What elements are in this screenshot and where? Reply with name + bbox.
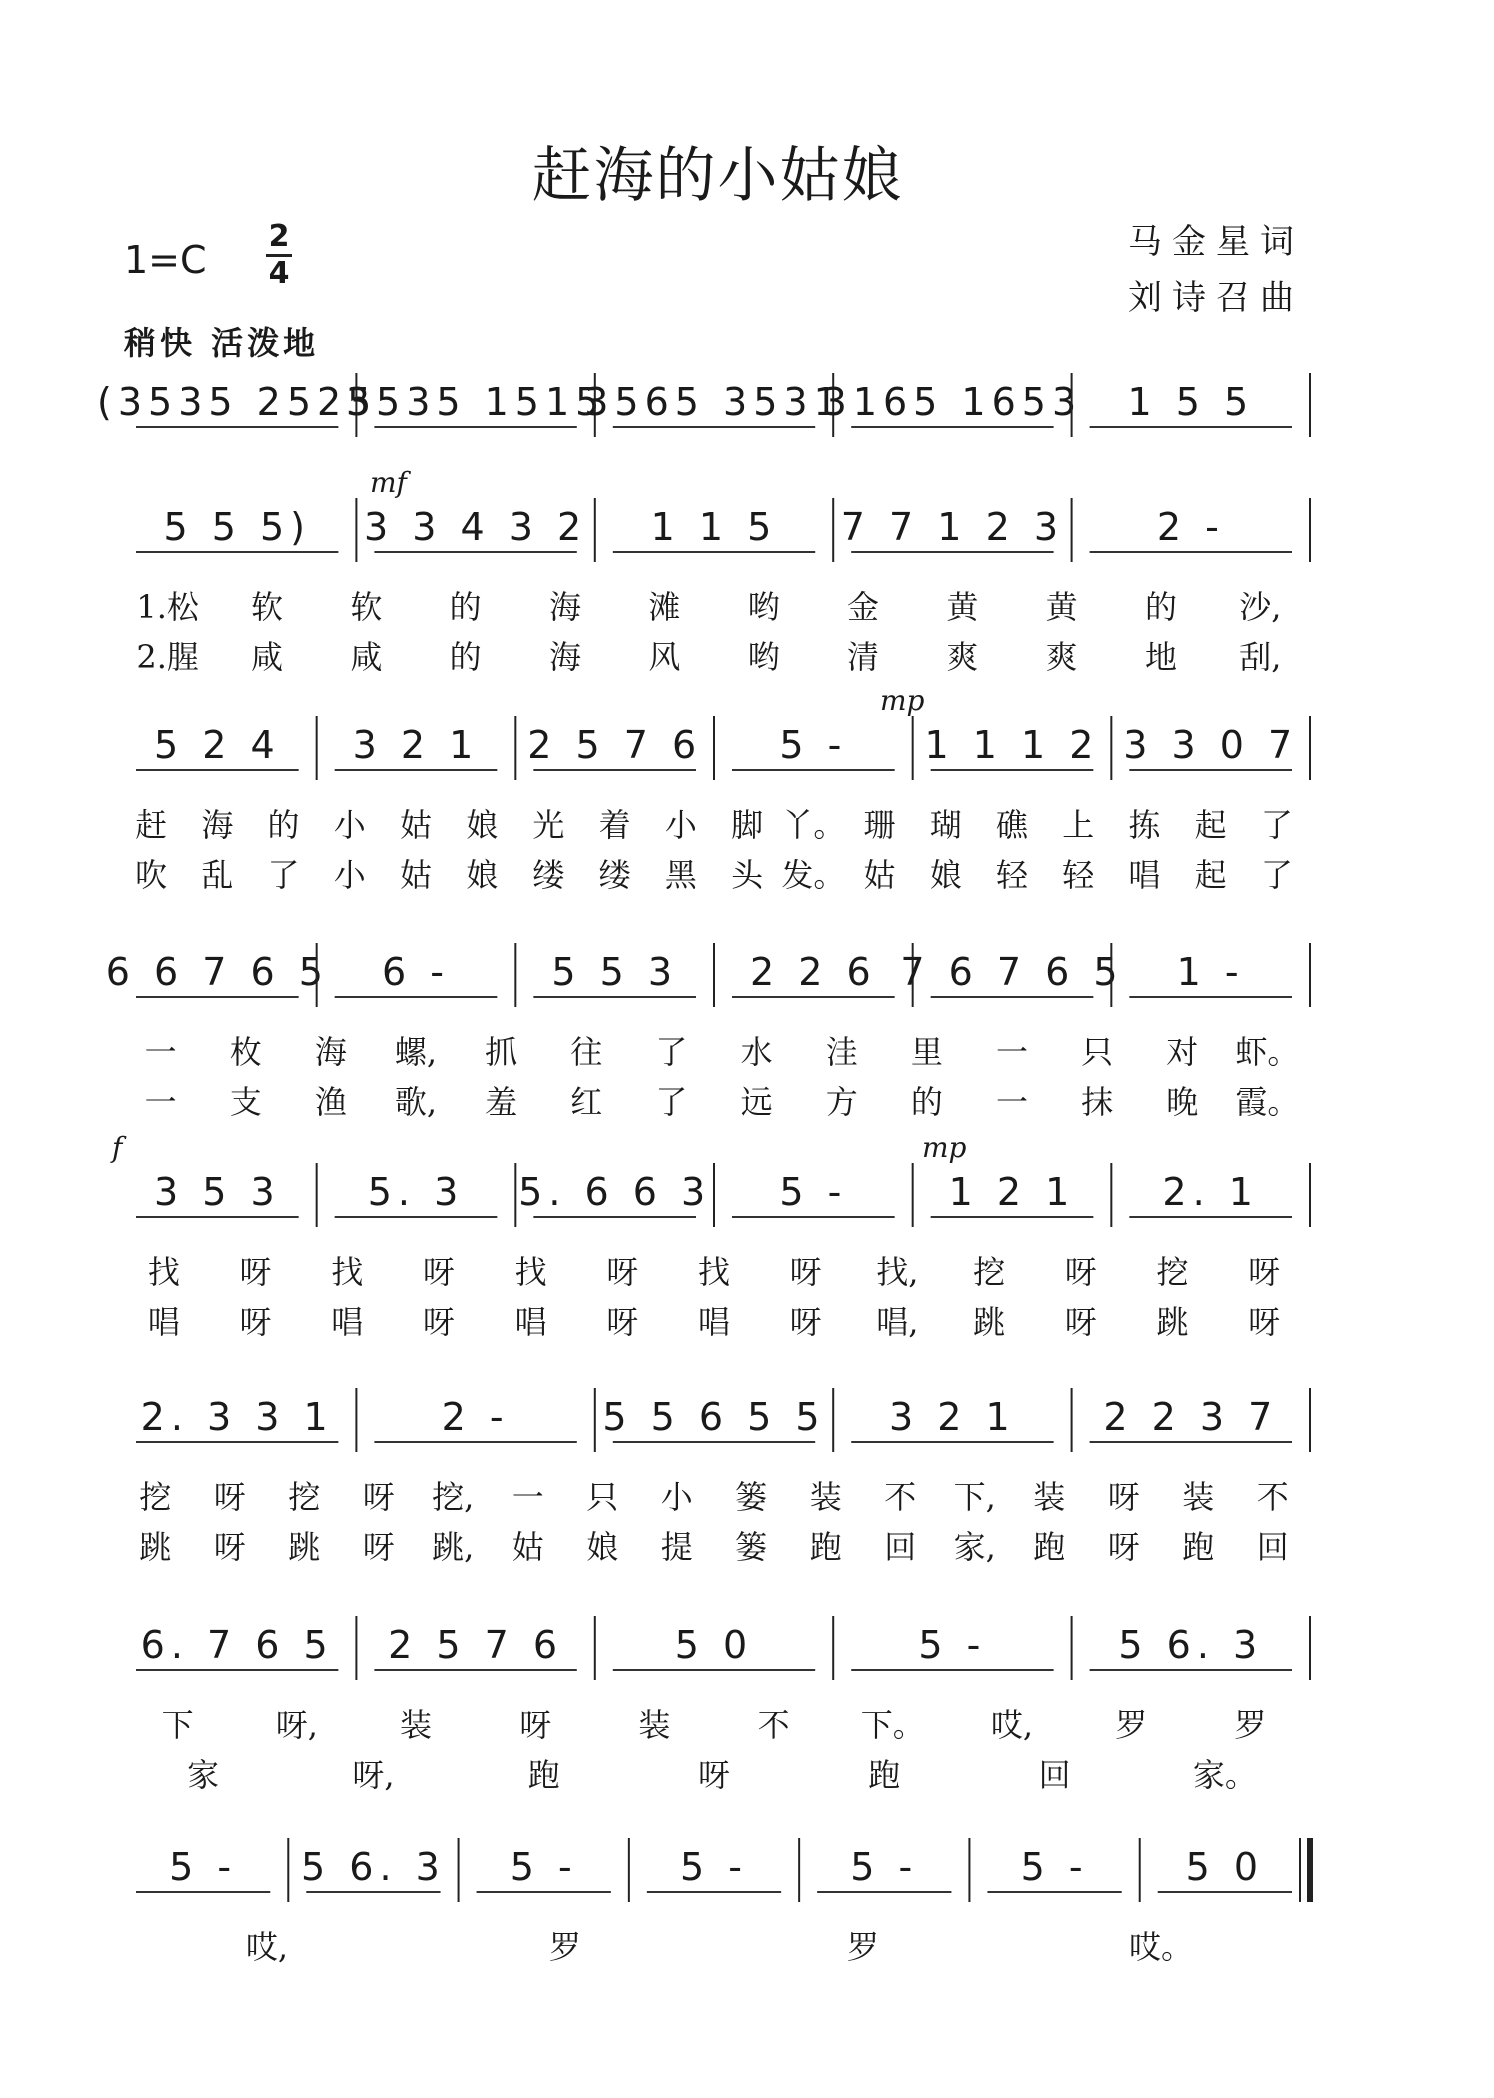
lyric-syllable: 小 <box>664 806 697 844</box>
lyric-syllable: 跳, <box>432 1528 475 1566</box>
measure-notes: 2. 3 3 1 <box>140 1395 334 1439</box>
lyric-syllable: 装 <box>399 1706 433 1744</box>
lyric-syllable: 丫。 <box>781 806 846 844</box>
measure-notes: 3 5 3 <box>153 1170 281 1214</box>
lyric-syllable: 了 <box>1260 806 1293 844</box>
measure-notes: 5 0 <box>1185 1845 1265 1889</box>
lyric-syllable: 娘 <box>466 856 499 894</box>
lyric-syllable: 呀 <box>606 1303 639 1341</box>
dynamic-marking: mp <box>880 684 925 717</box>
lyric-syllable: 呀 <box>789 1253 822 1291</box>
lyric-syllable: 珊 <box>863 806 896 844</box>
lyric-syllable: 黄 <box>1045 588 1078 626</box>
lyric-syllable: 呀 <box>789 1303 822 1341</box>
lyric-syllable: 唱, <box>876 1303 919 1341</box>
measure-notes: 5 6. 3 <box>301 1845 446 1889</box>
lyric-syllable: 回 <box>884 1528 917 1566</box>
lyric-syllable: 一 <box>144 1033 177 1071</box>
measure-notes: 2 5 7 6 <box>527 723 703 767</box>
lyric-syllable: 沙, <box>1239 588 1282 626</box>
lyric-syllable: 霞。 <box>1235 1083 1300 1121</box>
lyric-syllable: 呀, <box>275 1706 318 1744</box>
lyric-syllable: 罗 <box>846 1928 880 1966</box>
lyric-syllable: 提 <box>660 1528 693 1566</box>
lyric-syllable: 软 <box>350 588 383 626</box>
lyric-syllable: 礁 <box>995 806 1029 844</box>
measure-notes: 1 2 1 <box>948 1170 1076 1214</box>
lyric-syllable: 脚 <box>731 806 764 844</box>
lyric-syllable: 篓 <box>735 1478 768 1516</box>
lyric-syllable: 唱 <box>514 1303 547 1341</box>
lyric-syllable: 不 <box>757 1706 790 1744</box>
lyric-syllable: 一 <box>511 1478 544 1516</box>
measure-notes: 5 - <box>509 1845 578 1889</box>
measure-notes: 2. 1 <box>1162 1170 1259 1214</box>
time-denominator: 4 <box>268 256 290 291</box>
lyric-syllable: 只 <box>1081 1033 1114 1071</box>
lyric-syllable: 哟 <box>747 588 780 626</box>
measure-notes: 2 5 7 6 <box>388 1623 564 1667</box>
measure-notes: 1 1 5 <box>650 505 778 549</box>
lyric-syllable: 地 <box>1144 638 1178 676</box>
lyric-syllable: 跑 <box>1182 1528 1215 1566</box>
lyric-syllable: 不 <box>1256 1478 1289 1516</box>
lyric-syllable: 清 <box>846 638 880 676</box>
lyric-syllable: 呀 <box>519 1706 552 1744</box>
measure-notes: 5. 6 6 3 <box>518 1170 712 1214</box>
lyric-syllable: 光 <box>532 806 565 844</box>
lyric-syllable: 抹 <box>1081 1083 1114 1121</box>
measure-notes: 3 2 1 <box>889 1395 1016 1439</box>
lyric-syllable: 风 <box>648 638 681 676</box>
lyric-syllable: 呀 <box>239 1253 272 1291</box>
lyric-syllable: 对 <box>1166 1033 1199 1071</box>
lyric-syllable: 头 <box>731 856 764 894</box>
lyric-syllable: 装 <box>1033 1478 1066 1516</box>
measure-notes: 7 7 1 2 3 <box>840 505 1065 549</box>
measure-notes: 5 6. 3 <box>1118 1623 1264 1667</box>
lyric-syllable: 滩 <box>648 588 681 626</box>
lyric-syllable: 唱 <box>331 1303 364 1341</box>
lyric-syllable: 跳 <box>973 1303 1006 1341</box>
lyric-syllable: 姑 <box>399 856 433 894</box>
dynamic-marking: f <box>112 1131 123 1164</box>
lyric-syllable: 装 <box>809 1478 842 1516</box>
lyric-syllable: 的 <box>910 1083 943 1121</box>
measure-notes: 1 1 1 2 <box>924 723 1100 767</box>
lyric-syllable: 呀 <box>697 1756 731 1794</box>
measure-notes: 3 3 4 3 2 <box>363 505 588 549</box>
lyric-syllable: 了 <box>267 856 300 894</box>
lyric-syllable: 哎, <box>990 1706 1034 1744</box>
lyric-syllable: 挖 <box>139 1478 172 1516</box>
lyric-syllable: 下 <box>161 1706 194 1744</box>
lyric-syllable: 黑 <box>664 856 697 894</box>
lyric-syllable: 跑 <box>809 1528 842 1566</box>
lyric-syllable: 挖 <box>1156 1253 1189 1291</box>
lyric-syllable: 海 <box>314 1033 347 1071</box>
lyric-syllable: 呀 <box>422 1253 455 1291</box>
lyric-syllable: 1.松 <box>136 588 199 626</box>
lyric-syllable: 水 <box>740 1033 773 1071</box>
measure-notes: 5 0 <box>674 1623 754 1667</box>
lyric-syllable: 呀 <box>362 1528 395 1566</box>
measure-notes: 2 - <box>1156 505 1225 549</box>
lyric-syllable: 挖 <box>288 1478 321 1516</box>
lyric-syllable: 回 <box>1256 1528 1289 1566</box>
lyric-syllable: 找 <box>147 1253 180 1291</box>
lyric-syllable: 跳 <box>139 1528 172 1566</box>
lyric-syllable: 不 <box>884 1478 917 1516</box>
measure-notes: 5 - <box>779 723 848 767</box>
lyric-syllable: 跳 <box>288 1528 321 1566</box>
lyric-syllable: 一 <box>144 1083 177 1121</box>
measure-notes: 2 2 6 <box>749 950 877 994</box>
lyric-syllable: 着 <box>598 806 631 844</box>
lyric-syllable: 装 <box>638 1706 671 1744</box>
lyric-syllable: 咸 <box>350 638 383 676</box>
lyric-syllable: 缕 <box>598 856 631 894</box>
lyric-syllable: 洼 <box>825 1033 858 1071</box>
lyric-syllable: 往 <box>570 1033 603 1071</box>
lyric-syllable: 唱 <box>697 1303 731 1341</box>
lyric-syllable: 爽 <box>946 638 979 676</box>
lyric-syllable: 呀 <box>1107 1528 1140 1566</box>
lyric-syllable: 拣 <box>1128 806 1161 844</box>
lyric-syllable: 小 <box>333 806 366 844</box>
lyric-syllable: 起 <box>1194 856 1227 894</box>
lyric-syllable: 的 <box>449 638 482 676</box>
lyric-syllable: 咸 <box>250 638 284 676</box>
lyric-syllable: 跑 <box>868 1756 901 1794</box>
measure-notes: 5 - <box>779 1170 848 1214</box>
measure-notes: 6 - <box>382 950 450 994</box>
lyric-syllable: 上 <box>1062 806 1095 844</box>
lyric-syllable: 呀 <box>606 1253 639 1291</box>
song-title: 赶海的小姑娘 <box>531 141 904 211</box>
dynamic-marking: mp <box>922 1131 967 1164</box>
key-signature: 1=C <box>124 238 207 282</box>
lyric-syllable: 小 <box>333 856 366 894</box>
lyric-syllable: 找 <box>331 1253 364 1291</box>
lyric-syllable: 罗 <box>1115 1706 1148 1744</box>
measure-notes: 5 - <box>680 1845 748 1889</box>
lyric-syllable: 找, <box>876 1253 919 1291</box>
lyric-syllable: 呀 <box>362 1478 395 1516</box>
lyric-syllable: 轻 <box>1062 856 1095 894</box>
lyric-syllable: 呀 <box>1064 1253 1097 1291</box>
lyric-syllable: 小 <box>660 1478 693 1516</box>
lyric-syllable: 下。 <box>860 1706 925 1744</box>
lyric-syllable: 唱 <box>147 1303 180 1341</box>
lyric-syllable: 娘 <box>929 856 962 894</box>
lyric-syllable: 赶 <box>135 806 168 844</box>
measure-notes: 3565 3531 <box>584 380 844 424</box>
lyric-syllable: 装 <box>1182 1478 1215 1516</box>
lyric-syllable: 里 <box>910 1033 943 1071</box>
lyric-syllable: 唱 <box>1128 856 1161 894</box>
measure-notes: 5 - <box>918 1623 987 1667</box>
lyric-syllable: 瑚 <box>929 806 962 844</box>
lyric-syllable: 姑 <box>863 856 896 894</box>
lyric-syllable: 跑 <box>527 1756 560 1794</box>
lyric-syllable: 2.腥 <box>136 638 199 676</box>
lyric-syllable: 呀 <box>1107 1478 1140 1516</box>
lyric-syllable: 吹 <box>135 856 168 894</box>
lyric-syllable: 呀 <box>239 1303 272 1341</box>
measure-notes: 2 - <box>441 1395 510 1439</box>
lyric-syllable: 虾。 <box>1235 1033 1300 1071</box>
lyric-syllable: 呀 <box>1248 1303 1281 1341</box>
lyric-syllable: 呀 <box>213 1478 246 1516</box>
lyric-syllable: 娘 <box>586 1528 619 1566</box>
lyric-syllable: 挖, <box>432 1478 475 1516</box>
lyric-syllable: 金 <box>846 588 880 626</box>
measure-notes: 6. 7 6 5 <box>140 1623 334 1667</box>
dynamic-marking: mf <box>370 466 407 499</box>
tempo-marking: 稍快 活泼地 <box>124 324 320 362</box>
lyric-syllable: 呀 <box>422 1303 455 1341</box>
lyric-syllable: 篓 <box>735 1528 768 1566</box>
lyric-syllable: 了 <box>1260 856 1293 894</box>
lyric-syllable: 一 <box>995 1083 1029 1121</box>
lyric-syllable: 呀 <box>1064 1303 1097 1341</box>
composer-credit: 刘诗召曲 <box>1128 278 1304 318</box>
measure-notes: 5 5 6 5 5 <box>602 1395 826 1439</box>
measure-notes: 5 - <box>169 1845 238 1889</box>
lyric-syllable: 红 <box>570 1083 603 1121</box>
lyric-syllable: 家 <box>187 1756 220 1794</box>
lyric-syllable: 了 <box>655 1083 688 1121</box>
measure-notes: 3 2 1 <box>352 723 480 767</box>
lyric-syllable: 晚 <box>1166 1083 1199 1121</box>
lyric-syllable: 方 <box>825 1083 858 1121</box>
lyric-syllable: 回 <box>1038 1756 1071 1794</box>
lyric-syllable: 渔 <box>314 1083 347 1121</box>
lyric-syllable: 哎, <box>245 1928 289 1966</box>
lyric-syllable: 的 <box>1144 588 1178 626</box>
lyric-syllable: 的 <box>267 806 300 844</box>
lyric-syllable: 呀 <box>1248 1253 1281 1291</box>
time-numerator: 2 <box>268 219 290 254</box>
lyric-syllable: 姑 <box>511 1528 544 1566</box>
lyric-syllable: 螺, <box>394 1033 438 1071</box>
lyric-syllable: 罗 <box>548 1928 582 1966</box>
lyric-syllable: 了 <box>655 1033 688 1071</box>
lyric-syllable: 跳 <box>1156 1303 1189 1341</box>
measure-notes: 1 - <box>1176 950 1245 994</box>
measure-notes: 5 5 3 <box>551 950 679 994</box>
lyric-syllable: 海 <box>201 806 234 844</box>
lyric-syllable: 找 <box>697 1253 731 1291</box>
lyric-syllable: 发。 <box>781 856 846 894</box>
lyricist-credit: 马金星词 <box>1128 222 1304 262</box>
measure-notes: 3535 1515 <box>345 380 606 424</box>
measure-notes: 1 5 5 <box>1127 380 1255 424</box>
measure-notes: 5 2 4 <box>153 723 281 767</box>
lyric-syllable: 缕 <box>532 856 565 894</box>
measure-notes: 7 6 7 6 5 <box>900 950 1124 994</box>
measure-notes: 3 3 0 7 <box>1123 723 1299 767</box>
measure-notes: 5 - <box>1020 1845 1089 1889</box>
lyric-syllable: 支 <box>229 1083 262 1121</box>
lyric-syllable: 找 <box>514 1253 547 1291</box>
lyric-syllable: 家。 <box>1192 1756 1257 1794</box>
lyric-syllable: 远 <box>740 1083 773 1121</box>
lyric-syllable: 乱 <box>201 856 234 894</box>
lyric-syllable: 只 <box>586 1478 619 1516</box>
measure-notes: 3165 1653 <box>822 380 1083 424</box>
measure-notes: 5 - <box>850 1845 919 1889</box>
lyric-syllable: 罗 <box>1234 1706 1267 1744</box>
lyric-syllable: 轻 <box>995 856 1029 894</box>
measure-notes: 6 6 7 6 5 <box>105 950 329 994</box>
lyric-syllable: 呀, <box>352 1756 395 1794</box>
lyric-syllable: 黄 <box>946 588 979 626</box>
lyric-syllable: 娘 <box>466 806 499 844</box>
lyric-syllable: 海 <box>548 638 582 676</box>
lyric-syllable: 哎。 <box>1128 1928 1194 1966</box>
lyric-syllable: 起 <box>1194 806 1227 844</box>
lyric-syllable: 家, <box>953 1528 996 1566</box>
lyric-syllable: 的 <box>449 588 482 626</box>
lyric-syllable: 歌, <box>394 1083 438 1121</box>
lyric-syllable: 下, <box>953 1478 996 1516</box>
lyric-syllable: 爽 <box>1045 638 1078 676</box>
measure-notes: 5. 3 <box>367 1170 465 1214</box>
lyric-syllable: 姑 <box>399 806 433 844</box>
lyric-syllable: 羞 <box>485 1083 518 1121</box>
lyric-syllable: 哟 <box>747 638 780 676</box>
lyric-syllable: 挖 <box>973 1253 1006 1291</box>
lyric-syllable: 刮, <box>1239 638 1282 676</box>
measure-notes: (3535 2525 <box>97 380 378 424</box>
lyric-syllable: 抓 <box>485 1033 518 1071</box>
lyric-syllable: 软 <box>250 588 284 626</box>
lyric-syllable: 枚 <box>229 1033 262 1071</box>
lyric-syllable: 呀 <box>213 1528 246 1566</box>
lyric-syllable: 海 <box>548 588 582 626</box>
measure-notes: 5 5 5) <box>163 505 311 549</box>
lyric-syllable: 跑 <box>1033 1528 1066 1566</box>
lyric-syllable: 一 <box>995 1033 1029 1071</box>
measure-notes: 2 2 3 7 <box>1103 1395 1279 1439</box>
